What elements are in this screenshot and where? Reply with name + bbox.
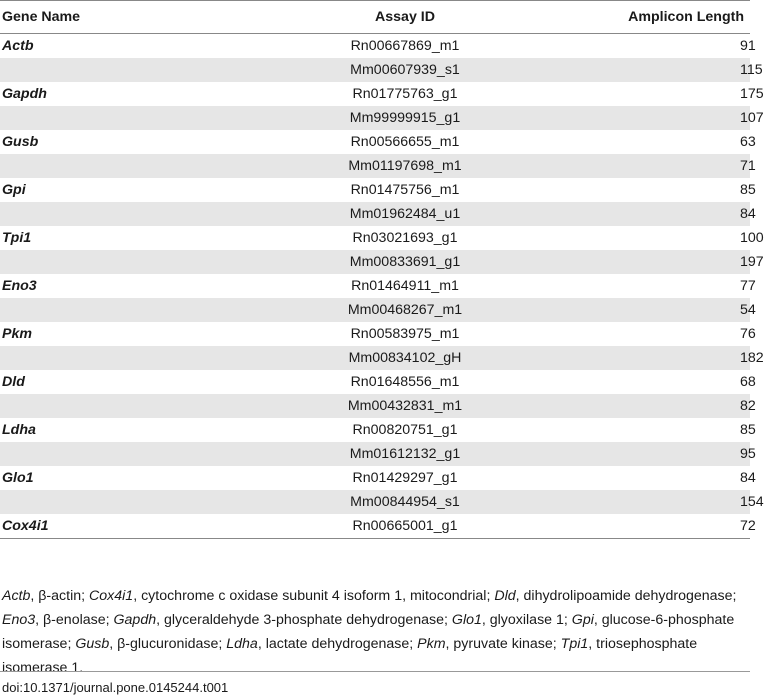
assay-id-cell: Rn00665001_g1 [190,514,560,539]
gene-name-cell: Glo1 [2,470,34,486]
gene-name-cell: Eno3 [2,278,37,294]
footnote-text: , β-actin; [30,588,90,605]
gene-name-cell [0,442,190,466]
assay-id-cell: Mm00834102_gH [348,350,462,366]
assay-id-cell: Rn00583975_m1 [350,326,460,342]
gene-name-cell [0,58,190,82]
gene-name-cell [0,154,190,178]
footnote-gene-term: Pkm [417,636,446,653]
amplicon-length-cell: 91 [740,38,756,54]
amplicon-length-cell: 71 [740,158,756,174]
gene-name-cell [0,106,190,130]
gene-name-cell [0,202,190,226]
assay-id-cell: Mm00833691_g1 [349,254,461,270]
table-row [0,154,750,178]
footnote-gene-term: Eno3 [2,612,36,629]
gene-name-cell: Dld [2,374,25,390]
footnote-gene-term: Gusb [75,636,110,653]
assay-id-cell: Rn01775763_g1 [352,86,458,102]
gene-name-cell: Tpi1 [2,230,32,246]
table-row [0,274,750,298]
amplicon-length-cell: 182 [740,350,764,366]
gene-name-cell: Actb [2,38,34,54]
gene-name-cell: Cox4i1 [0,514,190,539]
assay-id-cell: Rn03021693_g1 [352,230,458,246]
assay-id-cell: Rn01475756_m1 [350,182,460,198]
table-header [0,1,750,34]
table-row [0,250,750,274]
amplicon-length-cell: 100 [740,230,764,246]
table-row [0,298,750,322]
assay-id-cell: Rn00667869_m1 [350,38,460,54]
header-assay-id: Assay ID [190,1,560,34]
amplicon-length-cell: 85 [740,422,756,438]
table-row [0,202,750,226]
amplicon-length-cell: 72 [560,514,750,539]
footnote-gene-term: Gpi [571,612,594,629]
gene-name-cell [0,394,190,418]
footnote-text: , glucose-6-phosphate isomerase; [2,612,735,653]
footnote-text: , triosephosphate isomerase 1. [2,636,698,677]
amplicon-length-cell: 95 [740,446,756,462]
footnote-text: , lactate dehydrogenase; [257,636,418,653]
footer-divider [0,671,750,672]
assay-id-cell: Mm01962484_u1 [349,206,461,222]
assay-id-cell: Mm00844954_s1 [350,494,460,510]
footnote-text: , β-enolase; [35,612,114,629]
amplicon-length-cell: 84 [740,470,756,486]
amplicon-length-cell: 175 [740,86,764,102]
assay-id-cell: Rn00820751_g1 [352,422,458,438]
gene-name-cell [0,250,190,274]
assay-id-cell: Rn01429297_g1 [352,470,458,486]
amplicon-length-cell: 77 [740,278,756,294]
amplicon-length-cell: 154 [740,494,764,510]
table-row [0,442,750,466]
gene-name-cell: Gapdh [2,86,47,102]
amplicon-length-cell: 54 [740,302,756,318]
footnote-gene-term: Dld [494,588,516,605]
doi-label: doi:10.1371/journal.pone.0145244.t001 [2,680,229,695]
gene-name-cell [0,490,190,514]
table-row [0,514,750,539]
amplicon-length-cell: 115 [740,62,763,78]
footnote-text: , dihydrolipoamide dehydrogenase; [515,588,737,605]
table-body [0,34,764,539]
assay-id-cell: Mm00432831_m1 [347,398,463,414]
amplicon-length-cell: 76 [740,326,756,342]
amplicon-length-cell: 85 [740,182,756,198]
gene-name-cell [0,346,190,370]
amplicon-length-cell: 68 [740,374,756,390]
table-footnote [2,584,744,680]
gene-name-cell [0,298,190,322]
header-row [0,1,750,34]
assay-id-cell: Mm00468267_m1 [347,302,463,318]
gene-name-cell: Ldha [2,422,36,438]
gene-name-cell: Gpi [2,182,26,198]
header-gene-name: Gene Name [0,1,190,34]
footnote-gene-term: Glo1 [451,612,482,629]
table-row [0,346,750,370]
table-row [0,490,750,514]
table-row [0,178,750,202]
assay-id-cell: Mm99999915_g1 [349,110,461,126]
gene-name-cell: Gusb [2,134,39,150]
footnote-text: , β-glucuronidase; [109,636,227,653]
assay-id-cell: Rn01464911_m1 [351,278,459,294]
footnote-gene-term: Cox4i1 [89,588,134,605]
header-amplicon-length: Amplicon Length [560,1,750,34]
footnote-gene-term: Ldha [226,636,258,653]
table-row [0,418,750,442]
footnote-gene-term: Gapdh [113,612,157,629]
amplicon-length-cell: 84 [740,206,756,222]
table-row [0,82,750,106]
table-row [0,394,750,418]
footnote-text: , pyruvate kinase; [445,636,561,653]
footnote-gene-term: Tpi1 [560,636,589,653]
amplicon-length-cell: 107 [740,110,764,126]
table-row [0,466,750,490]
table-row [0,226,750,250]
table-row [0,58,750,82]
table-row [0,106,750,130]
table-row [0,322,750,346]
assay-id-cell: Rn00566655_m1 [350,134,460,150]
table-row [0,370,750,394]
footnote-text: , cytochrome c oxidase subunit 4 isoform 1, mitocondrial; [133,588,495,605]
assay-id-cell: Mm01612132_g1 [349,446,461,462]
assay-id-cell: Mm01197698_m1 [348,158,462,174]
table-row [0,34,750,59]
assay-id-cell: Mm00607939_s1 [350,62,460,78]
table-row [0,130,750,154]
footnote-text: , glyoxilase 1; [481,612,572,629]
footnote-gene-term: Actb [2,588,31,605]
amplicon-length-cell: 63 [740,134,756,150]
amplicon-length-cell: 82 [740,398,756,414]
assay-id-cell: Rn01648556_m1 [350,374,460,390]
gene-name-cell: Pkm [2,326,32,342]
amplicon-length-cell: 197 [740,254,764,270]
footnote-text: , glyceraldehyde 3-phosphate dehydrogenase; [156,612,452,629]
